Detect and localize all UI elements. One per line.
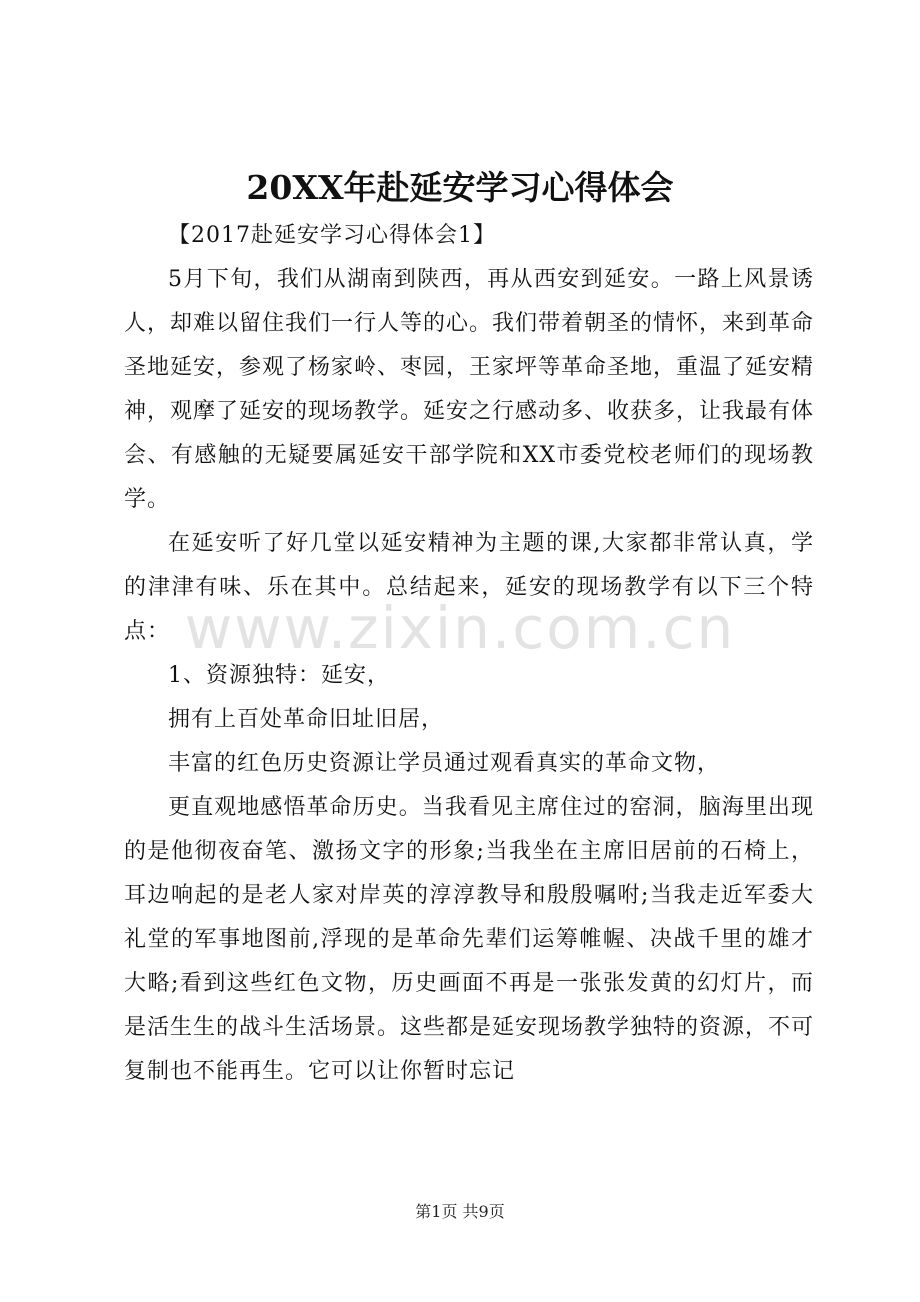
section-heading: 【2017赴延安学习心得体会1】	[168, 223, 496, 248]
paragraph-5: 丰富的红色历史资源让学员通过观看真实的革命文物，	[168, 751, 721, 776]
paragraph-3: 1、资源独特：延安，	[168, 663, 390, 688]
paragraph-2: 在延安听了好几堂以延安精神为主题的课,大家都非常认真，学的津津有味、乐在其中。总结起来，延安的现场教学有以下三个特点：	[124, 531, 814, 644]
paragraph-1: 5月下旬，我们从湖南到陕西，再从西安到延安。一路上风景诱人，却难以留住我们一行人等的心。我们带着朝圣的情怀，来到革命圣地延安，参观了杨家岭、枣园，王家坪等革命圣地，重温了延安精神，观摩了延安的现场教学。延安之行感动多、收获多，让我最有体会、有感触的无疑要属延安干部学院和XX市委党校老师们的现场教学。	[124, 267, 815, 512]
paragraph-6: 更直观地感悟革命历史。当我看见主席住过的窑洞，脑海里出现的是他彻夜奋笔、激扬文字的形象;当我坐在主席旧居前的石椅上，耳边响起的是老人家对岸英的淳淳教导和殷殷嘱咐;当我走近军委大礼堂的军事地图前,浮现的是革命先辈们运筹帷幄、决战千里的雄才大略;看到这些红色文物，历史画面不再是一张张发黄的幻灯片，而是活生生的战斗生活场景。这些都是延安现场教学独特的资源，不可复制也不能再生。它可以让你暂时忘记	[124, 795, 815, 1084]
document-title: 20XX年赴延安学习心得体会	[246, 168, 674, 207]
document-body	[124, 214, 814, 1094]
paragraph-4: 拥有上百处革命旧址旧居，	[168, 707, 445, 732]
watermark: www.zixin.com.cn	[184, 594, 736, 662]
page-footer: 第1页 共9页	[415, 1202, 505, 1221]
